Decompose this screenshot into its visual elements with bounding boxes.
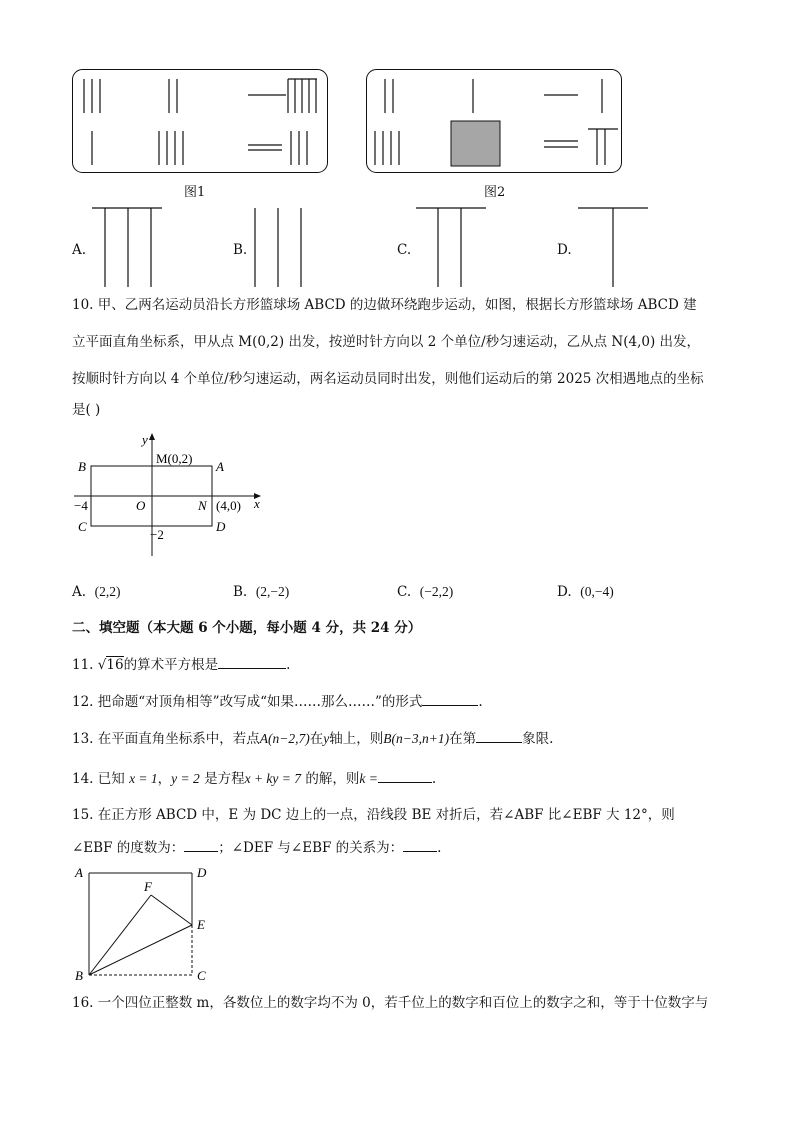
q9-option-b-figure bbox=[250, 207, 310, 289]
q9-option-b-label: B. bbox=[233, 242, 248, 258]
q9-option-c-label: C. bbox=[397, 242, 412, 258]
q10-line-4: 是( ) bbox=[72, 402, 101, 418]
point-f-label: F bbox=[144, 879, 152, 894]
q11-text: 的算术平方根是 bbox=[123, 657, 219, 673]
q15-answer-blank-1 bbox=[184, 837, 218, 852]
vertex-b-label: B bbox=[75, 968, 83, 983]
point-a-label: A bbox=[216, 459, 224, 474]
q11-end: . bbox=[286, 657, 291, 673]
x-axis-label: x bbox=[254, 496, 260, 511]
sqrt-sign: √ bbox=[97, 657, 107, 673]
point-c-label: C bbox=[78, 519, 87, 534]
option-value: (0,−4) bbox=[580, 584, 614, 599]
q11-number: 11. bbox=[72, 657, 94, 673]
q14-sep: ， bbox=[157, 771, 172, 787]
q14-pre: 14. 已知 bbox=[72, 771, 125, 787]
point-b-expression: B(n−3,n+1) bbox=[383, 731, 450, 746]
q12-answer-blank bbox=[422, 691, 478, 706]
q14-answer-blank bbox=[378, 768, 432, 783]
section-2-heading: 二、填空题（本大题 6 个小题，每小题 4 分，共 24 分） bbox=[72, 620, 422, 636]
q10-line-1: 10. 甲、乙两名运动员沿长方形篮球场 ABCD 的边做环绕跑步运动，如图，根据长方形篮球场 ABCD 建 bbox=[72, 297, 697, 313]
q10-coordinate-figure bbox=[70, 428, 270, 563]
point-n-coordinate: (4,0) bbox=[216, 498, 241, 513]
vertex-c-label: C bbox=[197, 968, 206, 983]
q9-option-a-figure bbox=[92, 207, 164, 289]
sqrt-expression bbox=[98, 655, 124, 675]
q14-end: . bbox=[431, 771, 437, 787]
figure-2 bbox=[366, 69, 622, 175]
q16-line-1: 16. 一个四位正整数 m，各数位上的数字均不为 0，若千位上的数字和百位上的数字之和，等于十位数字与 bbox=[72, 995, 709, 1011]
q15-line-1: 15. 在正方形 ABCD 中，E 为 DC 边上的一点，沿线段 BE 对折后，若∠ABF 比∠EBF 大 12°，则 bbox=[72, 807, 675, 823]
point-d-label: D bbox=[216, 519, 226, 534]
figure-2-caption: 图2 bbox=[484, 185, 506, 200]
figure-1 bbox=[72, 69, 328, 175]
q10-line-2: 立平面直角坐标系，甲从点 M(0,2) 出发，按逆时针方向以 2 个单位/秒匀速运动，乙从点 N(4,0) 出发， bbox=[72, 334, 701, 350]
figure-1-caption: 图1 bbox=[184, 185, 206, 200]
q9-option-d-label: D. bbox=[557, 242, 572, 258]
option-label: D. bbox=[557, 584, 572, 600]
point-n-label: N bbox=[198, 498, 207, 513]
q14-eq3: x + ky = 7 bbox=[244, 771, 302, 786]
tick-neg2: −2 bbox=[150, 527, 164, 542]
q14-mid2: 的解，则 bbox=[305, 771, 360, 787]
q12-text: 12. 把命题“对顶角相等”改写成“如果……那么……”的形式 bbox=[72, 694, 423, 710]
y-axis-symbol: y bbox=[323, 731, 330, 746]
q9-option-d-figure bbox=[578, 207, 650, 289]
vertex-a-label: A bbox=[75, 865, 83, 880]
vertex-d-label: D bbox=[197, 865, 207, 880]
q12 bbox=[72, 691, 483, 712]
q13-answer-blank bbox=[476, 728, 522, 743]
q15-line2a: ∠EBF 的度数为： bbox=[72, 840, 185, 856]
q10-line-3: 按顺时针方向以 4 个单位/秒匀速运动，两名运动员同时出发，则他们运动后的第 2025 次相遇地点的坐标 bbox=[72, 371, 704, 387]
q14-eq4: k = bbox=[359, 771, 378, 786]
y-axis-label: y bbox=[142, 432, 148, 447]
q13 bbox=[72, 728, 553, 749]
point-e-label: E bbox=[197, 917, 205, 932]
q9-option-a-label: A. bbox=[72, 242, 87, 258]
q13-mid2: 轴上，则 bbox=[329, 731, 384, 747]
point-b-label: B bbox=[78, 459, 86, 474]
option-value: (2,2) bbox=[94, 584, 121, 599]
q13-mid1: 在 bbox=[309, 731, 324, 747]
option-value: (−2,2) bbox=[419, 584, 454, 599]
tick-neg4: −4 bbox=[74, 498, 88, 513]
q14-eq2: y = 2 bbox=[171, 771, 200, 786]
q10-option-c bbox=[397, 582, 453, 602]
q15-answer-blank-2 bbox=[403, 837, 437, 852]
option-label: A. bbox=[72, 584, 87, 600]
q11-answer-blank bbox=[218, 654, 286, 669]
q15-line2b: ；∠DEF 与∠EBF 的关系为： bbox=[218, 840, 404, 856]
option-label: B. bbox=[233, 584, 248, 600]
sqrt-radicand: 16 bbox=[106, 657, 124, 673]
point-a-expression: A(n−2,7) bbox=[259, 731, 310, 746]
q15-square-figure bbox=[72, 863, 222, 987]
q10-option-b bbox=[233, 582, 289, 602]
q14 bbox=[72, 768, 436, 789]
option-label: C. bbox=[397, 584, 412, 600]
q13-mid3: 在第 bbox=[449, 731, 477, 747]
q9-option-c-figure bbox=[416, 207, 488, 289]
q14-eq1: x = 1 bbox=[129, 771, 158, 786]
q15-line-2 bbox=[72, 837, 441, 858]
origin-label: O bbox=[136, 498, 146, 513]
q13-end: 象限. bbox=[522, 731, 554, 747]
q11 bbox=[72, 654, 290, 675]
option-value: (2,−2) bbox=[255, 584, 290, 599]
q13-pre: 13. 在平面直角坐标系中，若点 bbox=[72, 731, 260, 747]
q14-mid: 是方程 bbox=[204, 771, 245, 787]
q12-end: . bbox=[478, 694, 483, 710]
q10-option-a bbox=[72, 582, 121, 602]
q15-line2c: . bbox=[437, 840, 442, 856]
point-m-label: M(0,2) bbox=[156, 451, 193, 466]
q10-option-d bbox=[557, 582, 614, 602]
